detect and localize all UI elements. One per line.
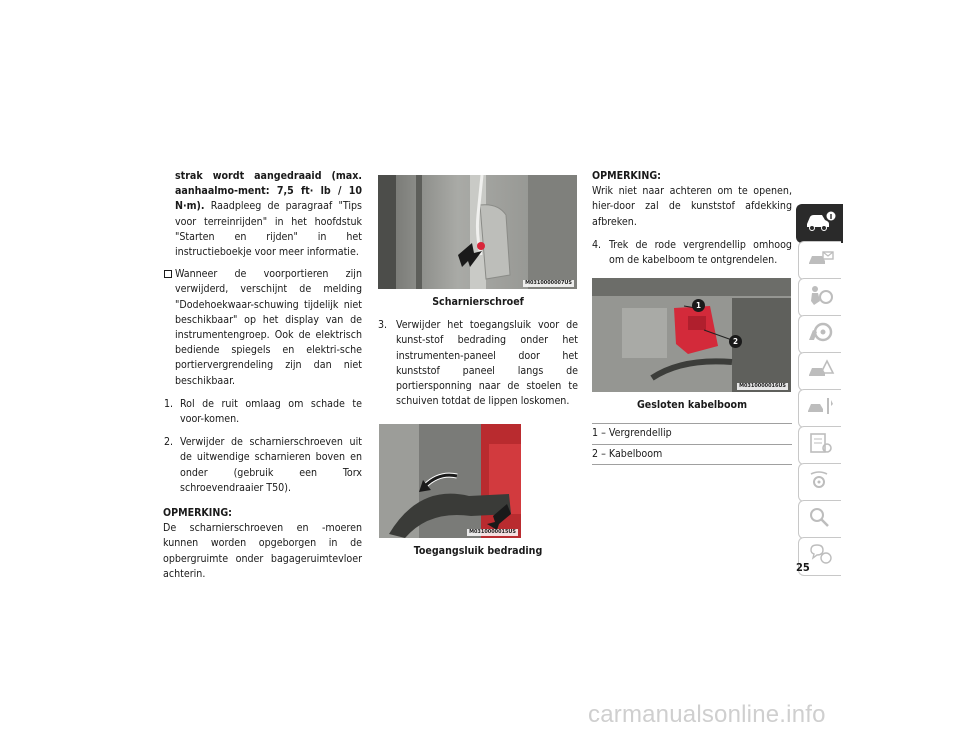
step-2 xyxy=(164,435,362,496)
tab-index[interactable] xyxy=(798,500,841,539)
legend-item: 2 – Kabelboom xyxy=(592,445,792,465)
right-column xyxy=(592,169,792,465)
note-heading: OPMERKING: xyxy=(592,170,661,182)
bullet-text: Wanneer de voorportieren zijn verwijderd, verschijnt de melding "Dodehoekwaar-schuwing tijdelijk niet beschikbaar" op het display van de instrumentengroep. Ook de elektrisch bediende spiegels en elektri-sche portiervergrendeling zijn dan niet beschikbaar. xyxy=(175,268,362,387)
figure-code: M0310000016US xyxy=(739,383,786,390)
step-text: Trek de rode vergrendellip omhoog om de kabelboom te ontgrendelen. xyxy=(609,238,792,267)
legend-item: 1 – Vergrendellip xyxy=(592,423,792,444)
tab-messages[interactable] xyxy=(798,241,841,280)
tab-service[interactable] xyxy=(798,389,841,428)
tab-emergency[interactable] xyxy=(798,352,841,391)
tab-specifications[interactable] xyxy=(798,426,841,465)
closed-wiring-harness-figure xyxy=(592,278,791,392)
figure-caption: Toegangsluik bedrading xyxy=(413,545,543,558)
torque-paragraph xyxy=(164,169,362,260)
step-text: Rol de ruit omlaag om schade te voor-komen. xyxy=(180,397,362,426)
harness-photo xyxy=(592,278,791,392)
left-column xyxy=(164,169,362,582)
safety-icon xyxy=(805,283,835,312)
step-text: Verwijder de scharnierschroeven uit de uitwendige scharnieren boven en onder (gebruik een Torx schroevendraaier T50). xyxy=(180,436,362,494)
wiring-photo xyxy=(379,424,521,538)
specifications-icon xyxy=(805,431,835,460)
multimedia-icon xyxy=(805,468,835,497)
step-1 xyxy=(164,397,362,427)
middle-column xyxy=(378,175,578,560)
step-4 xyxy=(592,238,792,268)
steering-wheel-icon xyxy=(805,320,835,349)
step-number: 3. xyxy=(378,319,388,332)
tab-safety[interactable] xyxy=(798,278,841,317)
step-3 xyxy=(378,318,578,409)
bullet-square-icon xyxy=(164,270,172,278)
step-number: 1. xyxy=(164,397,174,410)
tab-starting-driving[interactable] xyxy=(798,315,841,354)
page-number: 25 xyxy=(796,561,810,574)
note-text: Wrik niet naar achteren om te openen, hier-door zal de kunststof afdekking afbreken. xyxy=(592,185,792,228)
note-heading: OPMERKING: xyxy=(163,507,232,520)
torque-bold-text: strak wordt aangedraaid (max. aanhaalmo-ment: 7,5 ft· lb / 10 N·m). xyxy=(175,170,362,213)
bullet-item xyxy=(164,267,362,389)
step-number: 4. xyxy=(592,238,602,251)
hinge-screw-figure xyxy=(378,175,577,289)
figure-caption: Scharnierschroef xyxy=(432,296,524,308)
callout-1: 1 xyxy=(692,299,705,312)
tab-vehicle-info[interactable] xyxy=(796,204,843,243)
callout-2: 2 xyxy=(729,335,742,348)
figure-caption: Gesloten kabelboom xyxy=(636,399,748,412)
hinge-photo xyxy=(378,175,577,289)
torque-rest-text: Raadpleeg de paragraaf "Tips voor terreinrijden" in het hoofdstuk "Starten en rijden" in het instructieboekje voor meer informatie. xyxy=(175,200,363,259)
figure-legend xyxy=(592,423,792,464)
service-icon xyxy=(805,394,835,423)
wiring-access-figure xyxy=(379,424,521,538)
step-text: Verwijder het toegangsluik voor de kunst-stof bedrading onder het instrumenten-paneel door het kunststof paneel langs de portiersponning naar de stoelen te schuiven totdat de lippen loskomen. xyxy=(396,319,578,408)
messages-icon xyxy=(805,247,835,274)
step-number: 2. xyxy=(164,436,174,449)
watermark: carmanualsonline.info xyxy=(588,701,826,728)
search-icon xyxy=(805,505,835,534)
emergency-icon xyxy=(805,357,835,386)
figure-code: M0310000007US xyxy=(525,280,572,286)
note-text: De scharnierschroeven en -moeren kunnen worden opgeborgen in de opbergruimte onder bagageruimtevloer achterin. xyxy=(163,522,362,580)
car-info-icon xyxy=(804,210,836,237)
tab-multimedia[interactable] xyxy=(798,463,841,502)
figure-code: M0310000015US xyxy=(469,529,516,536)
